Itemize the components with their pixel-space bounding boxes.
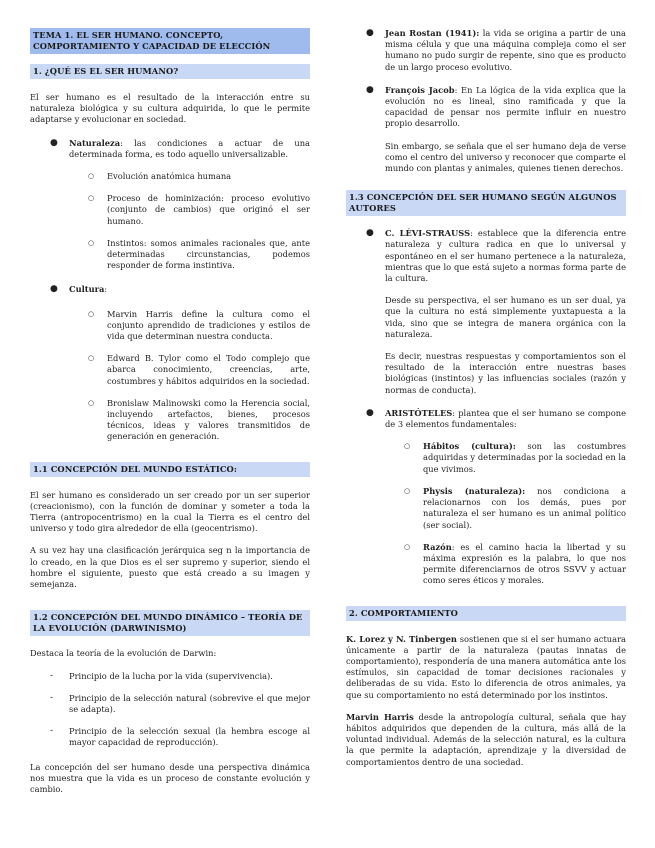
circle-bullet-icon: ○	[404, 542, 411, 551]
section-1-1-paragraph-2: A su vez hay una clasificación jerárquica seg n la importancia de lo creado, en la que Dios es el ser supremo y superior, siendo el hombre el siguiente, puesto que está creado a su imagen y semejanza.	[30, 545, 310, 590]
bullet-icon: ●	[366, 84, 374, 95]
sub-item	[346, 486, 626, 531]
levi-text: : establece que la diferencia entre naturaleza y cultura radica en que lo universal y espontáneo en el ser humano pertenece a la naturaleza, mientras que lo que está sujeto a normas forma parte de la cultura.	[385, 228, 626, 284]
bullet-icon: ●	[50, 137, 58, 148]
bullet-icon: ●	[366, 28, 374, 38]
circle-bullet-icon: ○	[404, 486, 411, 495]
sub-item	[346, 441, 626, 475]
sub-item-text: Edward B. Tylor como el Todo complejo que abarca conocimiento, creencias, arte, costumbres y hábitos adquiridos en la sociedad.	[107, 353, 310, 386]
section-heading-1-1: 1.1 CONCEPCIÓN DEL MUNDO ESTÁTICO:	[30, 462, 310, 477]
list-item-rostan	[346, 28, 626, 73]
sub-item	[30, 171, 310, 182]
sub-item-text: Bronislaw Malinowski como la Herencia social, incluyendo artefactos, bienes, procesos técnicos, ideas y valores transmitidos de generación en generación.	[107, 397, 310, 442]
bullet-icon: ●	[366, 228, 374, 239]
naturaleza-text: : las condiciones a actuar de una determinada forma, es todo aquello universalizable.	[69, 137, 310, 159]
sub-item-term: Razón	[423, 541, 452, 552]
list-item-jacob	[346, 85, 626, 174]
dash-item	[30, 693, 310, 715]
cultura-term: Cultura	[69, 284, 105, 295]
jacob-text: : En La lógica de la vida explica que la evolución no es lineal, sino ramificada y que la capacidad de pensar nos permite influir en nuestro propio desarrollo.	[385, 84, 626, 129]
circle-bullet-icon: ○	[88, 194, 95, 203]
circle-bullet-icon: ○	[88, 354, 95, 363]
circle-bullet-icon: ○	[88, 309, 95, 318]
sub-item	[30, 193, 310, 227]
levi-paragraph-3: Es decir, nuestras respuestas y comportamientos son el resultado de la interacción entre nuestras bases biológicas (instintos) y las influencias sociales (razón y normas de conducta).	[385, 351, 626, 395]
sub-item-text: Marvin Harris define la cultura como el conjunto aprendido de tradiciones y estilos de vida que determinan nuestra conducta.	[107, 308, 310, 342]
doc-title: TEMA 1. EL SER HUMANO. CONCEPTO, COMPORTAMIENTO Y CAPACIDAD DE ELECCIÓN	[30, 28, 310, 54]
dash-item	[30, 726, 310, 748]
bullet-icon: ●	[366, 407, 374, 418]
section-2-paragraph-1	[346, 634, 626, 701]
aris-text: : plantea que el ser humano se compone de 3 elementos fundamentales:	[385, 407, 626, 430]
section-1-2-outro: La concepción del ser humano desde una perspectiva dinámica nos muestra que la vida es un proceso de constante evolución y cambio.	[30, 761, 310, 794]
rostan-term: Jean Rostan (1941):	[385, 28, 480, 38]
list-item-cultura	[30, 284, 310, 295]
s2-p1-text: sostienen que si el ser humano actuara únicamente a partir de la naturaleza (pautas innatas de comportamiento), respondería de una manera automática ante los estímulos, sin capacidad de tomar decisiones racionales y deliberadas de su vida. Esto lo diferencia de otros animales, ya que su comportamiento no está determinado por los instintos.	[346, 633, 626, 700]
sub-item-term: Hábitos (cultura):	[423, 441, 516, 452]
section-2-paragraph-2	[346, 712, 626, 768]
circle-bullet-icon: ○	[88, 172, 95, 181]
dash-item-text: Principio de la selección sexual (la hembra escoge al mayor capacidad de reproducción).	[69, 726, 310, 748]
circle-bullet-icon: ○	[88, 238, 95, 247]
sub-item	[346, 542, 626, 587]
s2-p1-term: K. Lorez y N. Tinbergen	[346, 633, 457, 644]
aris-term: ARISTÓTELES	[385, 407, 453, 418]
section-heading-1-3: 1.3 CONCEPCIÓN DEL SER HUMANO SEGÚN ALGUNOS AUTORES	[346, 190, 626, 216]
section-1-1-paragraph-1: El ser humano es considerado un ser creado por un ser superior (creacionismo), con la función de dominar y someter a toda la Tierra (antropocentrismo) en la cual la Tierra es el centro del universo y todo gira alrededor de ella (geocentrismo).	[30, 489, 310, 534]
dash-bullet-icon: -	[50, 670, 54, 681]
list-item-levi-strauss	[346, 228, 626, 396]
right-column	[346, 28, 626, 768]
sub-item-text: Proceso de hominización: proceso evolutivo (conjunto de cambios) que originó el ser humano.	[107, 193, 310, 226]
list-item-aristoteles	[346, 408, 626, 430]
jacob-term: François Jacob	[385, 84, 455, 95]
section-heading-1-2: 1.2 CONCEPCIÓN DEL MUNDO DINÁMICO – TEORÍA DE LA EVOLUCIÓN (DARWINISMO)	[30, 610, 310, 636]
sub-item	[30, 353, 310, 387]
dash-bullet-icon: -	[50, 692, 54, 703]
section-1-intro: El ser humano es el resultado de la interacción entre su naturaleza biológica y su cultura adquirida, lo que le permite adaptarse y evolucionar en sociedad.	[30, 92, 310, 125]
circle-bullet-icon: ○	[88, 398, 95, 407]
sub-item-text: Instintos: somos animales racionales que, ante determinadas circunstancias, podemos responder de forma instintiva.	[107, 237, 310, 271]
naturaleza-term: Naturaleza	[69, 137, 121, 148]
sub-item	[30, 309, 310, 343]
sub-item-term: Physis (naturaleza):	[423, 485, 526, 496]
left-column	[30, 28, 310, 795]
levi-paragraph-2: Desde su perspectiva, el ser humano es un ser dual, ya que la cultura no está simplemente yuxtapuesta a la vida, sino que se integra de manera orgánica con la naturaleza.	[385, 295, 626, 339]
sub-item-text: son las costumbres adquiridas y determinadas por la sociedad en la que vivimos.	[423, 441, 626, 474]
circle-bullet-icon: ○	[404, 442, 411, 451]
sub-item	[30, 238, 310, 272]
rostan-text: la vida se origina a partir de una misma célula y que una máquina compleja como el ser humano no pudo surgir de repente, sino que es producto de un largo proceso evolutivo.	[385, 28, 626, 72]
list-item-naturaleza	[30, 138, 310, 160]
s2-p2-term: Marvin Harris	[346, 711, 414, 722]
dash-item-text: Principio de la lucha por la vida (supervivencia).	[69, 670, 273, 681]
sub-item-text: : es el camino hacia la libertad y su máxima expresión es la palabra, lo que nos permite diferenciarnos de otros SSVV y actuar como seres éticos y morales.	[423, 541, 626, 586]
cultura-text: :	[104, 284, 108, 295]
levi-term: C. LÉVI-STRAUSS	[385, 228, 471, 239]
section-heading-2: 2. COMPORTAMIENTO	[346, 606, 626, 621]
sub-item	[30, 398, 310, 443]
section-heading-1: 1. ¿QUÉ ES EL SER HUMANO?	[30, 64, 310, 79]
jacob-paragraph-2: Sin embargo, se señala que el ser humano deja de verse como el centro del universo y reconocer que comparte el mundo con plantas y animales, quienes tienen derechos.	[385, 140, 626, 174]
section-1-2-intro: Destaca la teoría de la evolución de Darwin:	[30, 648, 217, 659]
s2-p2-text: desde la antropología cultural, señala que hay hábitos adquiridos que dependen de la cultura, más allá de la voluntad individual. Además de la selección natural, es la cultura la que permite la adaptación, aprendizaje y la diversidad de comportamientos dentro de una sociedad.	[346, 711, 627, 767]
dash-item	[30, 671, 310, 682]
sub-item-text: Evolución anatómica humana	[107, 171, 232, 182]
dash-item-text: Principio de la selección natural (sobrevive el que mejor se adapta).	[69, 692, 310, 714]
bullet-icon: ●	[50, 284, 58, 295]
sub-item-text: nos condiciona a relacionarnos con los demás, pues por naturaleza el ser humano es un animal político (ser social).	[423, 485, 626, 530]
dash-bullet-icon: -	[50, 726, 54, 737]
